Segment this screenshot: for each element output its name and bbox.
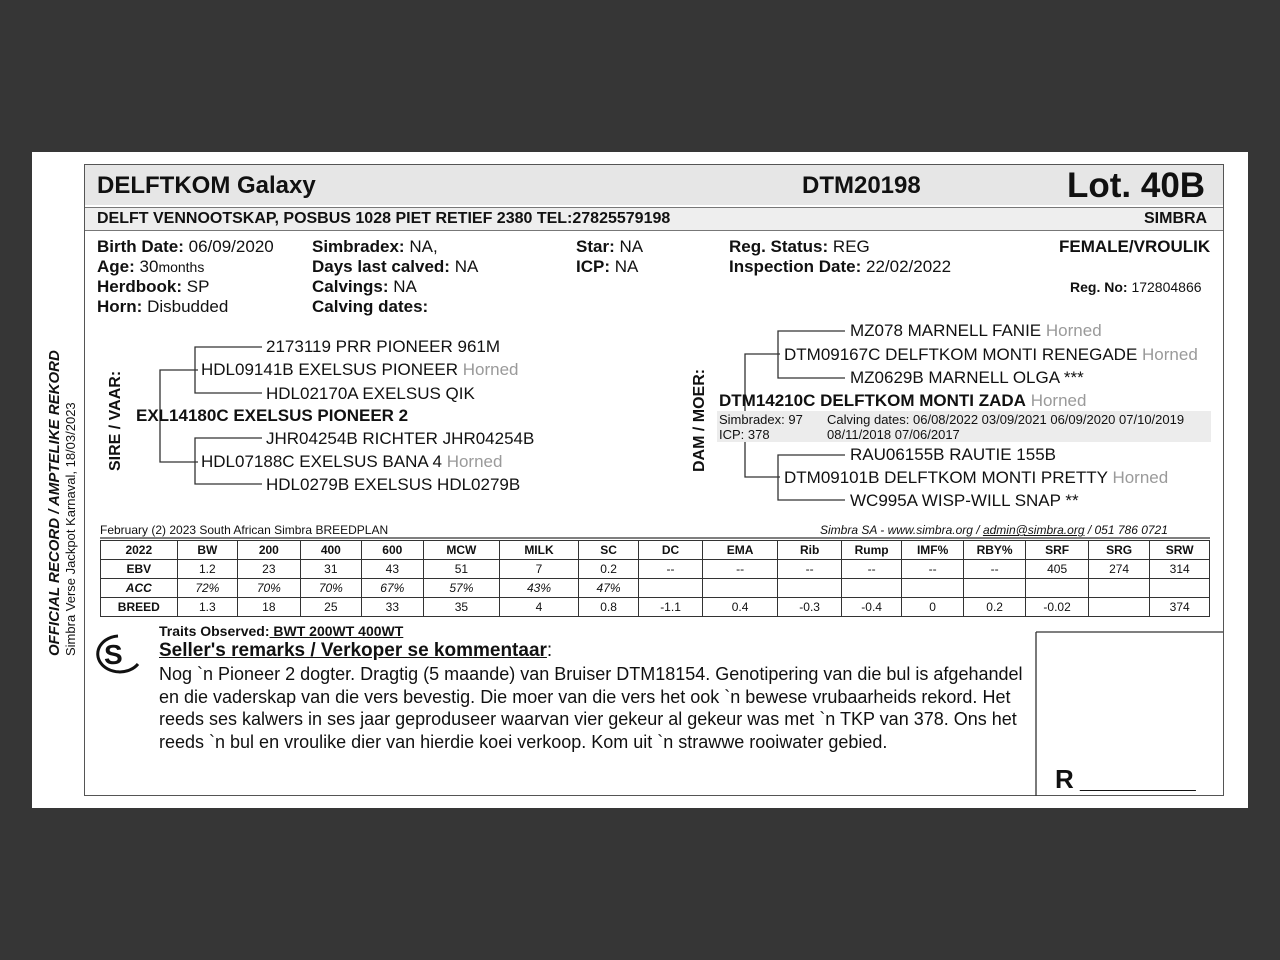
sire-sire-sire: 2173119 PRR PIONEER 961M <box>266 337 501 356</box>
sire-side-label: SIRE / VAAR: <box>107 370 124 471</box>
ebv-header-cell: SRG <box>1088 541 1149 560</box>
sire-dam: HDL07188C EXELSUS BANA 4 Horned <box>201 452 503 471</box>
ebv-row-label: BREED <box>101 598 178 617</box>
breed-label: SIMBRA <box>1144 210 1208 227</box>
ebv-header-cell: 200 <box>238 541 301 560</box>
age: Age: 30months <box>97 257 205 276</box>
price-currency: R <box>1055 764 1074 794</box>
breedplan-source: February (2) 2023 South African Simbra BREEDPLAN <box>100 523 389 537</box>
ebv-header-cell: EMA <box>702 541 778 560</box>
ebv-row-label: ACC <box>101 579 178 598</box>
sire-dam-dam: HDL0279B EXELSUS HDL0279B <box>266 475 521 494</box>
ebv-cell <box>902 579 963 598</box>
ebv-table <box>100 540 1210 617</box>
reg-status: Reg. Status: REG <box>729 237 870 256</box>
dam-icp: ICP: 378 <box>719 427 770 442</box>
ebv-row-breed <box>101 598 1210 617</box>
sire-name: EXL14180C EXELSUS PIONEER 2 <box>136 406 409 425</box>
ebv-cell <box>778 579 842 598</box>
ebv-cell: 0.2 <box>963 598 1026 617</box>
dam-name: DTM14210C DELFTKOM MONTI ZADA Horned <box>719 391 1087 410</box>
dam-sire: DTM09167C DELFTKOM MONTI RENEGADE Horned <box>784 345 1198 364</box>
traits-observed: Traits Observed: BWT 200WT 400WT <box>159 623 404 639</box>
dam-dam-dam: WC995A WISP-WILL SNAP ** <box>850 491 1079 510</box>
ebv-cell: 33 <box>362 598 423 617</box>
ebv-cell: 43% <box>500 579 579 598</box>
ebv-cell: 35 <box>423 598 500 617</box>
society-contact: Simbra SA - www.simbra.org / admin@simbra.org / 051 786 0721 <box>820 523 1168 537</box>
ebv-header-row <box>101 541 1210 560</box>
herdbook: Herdbook: SP <box>97 277 210 296</box>
ebv-cell: 23 <box>238 560 301 579</box>
ebv-cell: -0.02 <box>1026 598 1089 617</box>
animal-id: DTM20198 <box>802 172 921 199</box>
ebv-cell: 0.2 <box>578 560 638 579</box>
dam-calving-dates-1: Calving dates: 06/08/2022 03/09/2021 06/09/2020 07/10/2019 <box>827 412 1185 427</box>
ebv-cell: 43 <box>362 560 423 579</box>
ebv-header-cell: DC <box>639 541 703 560</box>
official-record-title: OFFICIAL RECORD / AMPTELIKE REKORD <box>46 350 63 656</box>
ebv-header-cell: 600 <box>362 541 423 560</box>
inspection-date: Inspection Date: 22/02/2022 <box>729 257 952 276</box>
ebv-cell: -- <box>841 560 901 579</box>
reg-number: Reg. No: 172804866 <box>1070 279 1202 295</box>
ebv-cell: 47% <box>578 579 638 598</box>
ebv-cell: 1.3 <box>177 598 237 617</box>
ebv-cell: 31 <box>300 560 361 579</box>
ebv-cell: 57% <box>423 579 500 598</box>
ebv-cell: 70% <box>238 579 301 598</box>
ebv-cell: 67% <box>362 579 423 598</box>
calving-dates-label: Calving dates: <box>312 297 429 316</box>
ebv-header-cell: Rib <box>778 541 842 560</box>
ebv-header-cell: 400 <box>300 541 361 560</box>
ebv-header-cell: RBY% <box>963 541 1026 560</box>
email-link[interactable]: admin@simbra.org <box>982 523 1085 537</box>
ebv-cell: -- <box>702 560 778 579</box>
ebv-cell <box>1088 579 1149 598</box>
ebv-cell <box>841 579 901 598</box>
ebv-cell: -- <box>963 560 1026 579</box>
ebv-cell: 72% <box>177 579 237 598</box>
ebv-cell <box>1088 598 1149 617</box>
ebv-header-cell: 2022 <box>101 541 178 560</box>
calvings: Calvings: NA <box>312 277 417 296</box>
star: Star: NA <box>576 237 644 256</box>
ebv-cell: 25 <box>300 598 361 617</box>
sex-label: FEMALE/VROULIK <box>1059 237 1211 256</box>
ebv-cell <box>702 579 778 598</box>
sale-name-date: Simbra Verse Jackpot Karnaval, 18/03/2023 <box>63 402 78 656</box>
animal-name: DELFTKOM Galaxy <box>97 172 316 199</box>
owner-line: DELFT VENNOOTSKAP, POSBUS 1028 PIET RETIEF 2380 TEL:27825579198 <box>97 210 671 227</box>
ebv-header-cell: SC <box>578 541 638 560</box>
ebv-cell: 0 <box>902 598 963 617</box>
horn-status: Horn: Disbudded <box>97 297 229 316</box>
icp: ICP: NA <box>576 257 639 276</box>
simbradex: Simbradex: NA, <box>312 237 438 256</box>
lot-number: Lot. 40B <box>1067 166 1206 205</box>
ebv-header-cell: SRW <box>1150 541 1210 560</box>
dam-dam: DTM09101B DELFTKOM MONTI PRETTY Horned <box>784 468 1169 487</box>
ebv-row-label: EBV <box>101 560 178 579</box>
ebv-cell: 0.4 <box>702 598 778 617</box>
ebv-cell: 7 <box>500 560 579 579</box>
ebv-row-ebvr <box>101 560 1210 579</box>
ebv-cell: -0.3 <box>778 598 842 617</box>
ebv-row-acc <box>101 579 1210 598</box>
ebv-header-cell: IMF% <box>902 541 963 560</box>
ebv-cell: 4 <box>500 598 579 617</box>
dam-sire-sire: MZ078 MARNELL FANIE Horned <box>850 321 1102 340</box>
ebv-header-cell: MCW <box>423 541 500 560</box>
dam-side-label: DAM / MOER: <box>691 368 708 472</box>
dam-sire-dam: MZ0629B MARNELL OLGA *** <box>850 368 1084 387</box>
birth-date: Birth Date: 06/09/2020 <box>97 237 274 256</box>
sire-sire: HDL09141B EXELSUS PIONEER Horned <box>201 360 519 379</box>
ebv-cell: 405 <box>1026 560 1089 579</box>
sire-dam-sire: JHR04254B RICHTER JHR04254B <box>266 429 535 448</box>
ebv-cell: 314 <box>1150 560 1210 579</box>
ebv-cell: -0.4 <box>841 598 901 617</box>
ebv-header-cell: BW <box>177 541 237 560</box>
ebv-cell: 0.8 <box>578 598 638 617</box>
ebv-cell <box>1026 579 1089 598</box>
simbra-s-logo <box>88 630 148 676</box>
price-blank[interactable]: ________ <box>1080 764 1196 794</box>
ebv-cell: -1.1 <box>639 598 703 617</box>
remarks-heading: Seller's remarks / Verkoper se kommentaar: <box>159 640 553 661</box>
ebv-cell: -- <box>778 560 842 579</box>
ebv-cell: 274 <box>1088 560 1149 579</box>
logo-letter: S <box>104 639 123 670</box>
dam-calving-dates-2: 08/11/2018 07/06/2017 <box>827 427 960 442</box>
dam-simbradex: Simbradex: 97 <box>719 412 803 427</box>
ebv-header-cell: Rump <box>841 541 901 560</box>
ebv-cell: 51 <box>423 560 500 579</box>
ebv-cell: 70% <box>300 579 361 598</box>
ebv-cell <box>963 579 1026 598</box>
days-last-calved: Days last calved: NA <box>312 257 479 276</box>
ebv-cell <box>639 579 703 598</box>
ebv-cell <box>1150 579 1210 598</box>
ebv-cell: 1.2 <box>177 560 237 579</box>
remarks-text: Nog `n Pioneer 2 dogter. Dragtig (5 maande) van Bruiser DTM18154. Genotipering van die bul is afgehandel en die vaderskap van die vers bevestig. Die moer van die vers het ook `n bewese vrubaarheids rekord. Het reeds ses kalwers in ses jaar geproduseer waarvan vier gekeur al gekeur was met `n TKP van 378. Ons het reeds `n bul en vroulike dier van hierdie koei verkoop. Kom uit `n strawwe rooiwater gebied. <box>159 664 1023 752</box>
ebv-cell: 374 <box>1150 598 1210 617</box>
sire-sire-dam: HDL02170A EXELSUS QIK <box>266 384 475 403</box>
ebv-cell: -- <box>639 560 703 579</box>
ebv-cell: -- <box>902 560 963 579</box>
ebv-cell: 18 <box>238 598 301 617</box>
ebv-header-cell: SRF <box>1026 541 1089 560</box>
dam-dam-sire: RAU06155B RAUTIE 155B <box>850 445 1056 464</box>
ebv-header-cell: MILK <box>500 541 579 560</box>
